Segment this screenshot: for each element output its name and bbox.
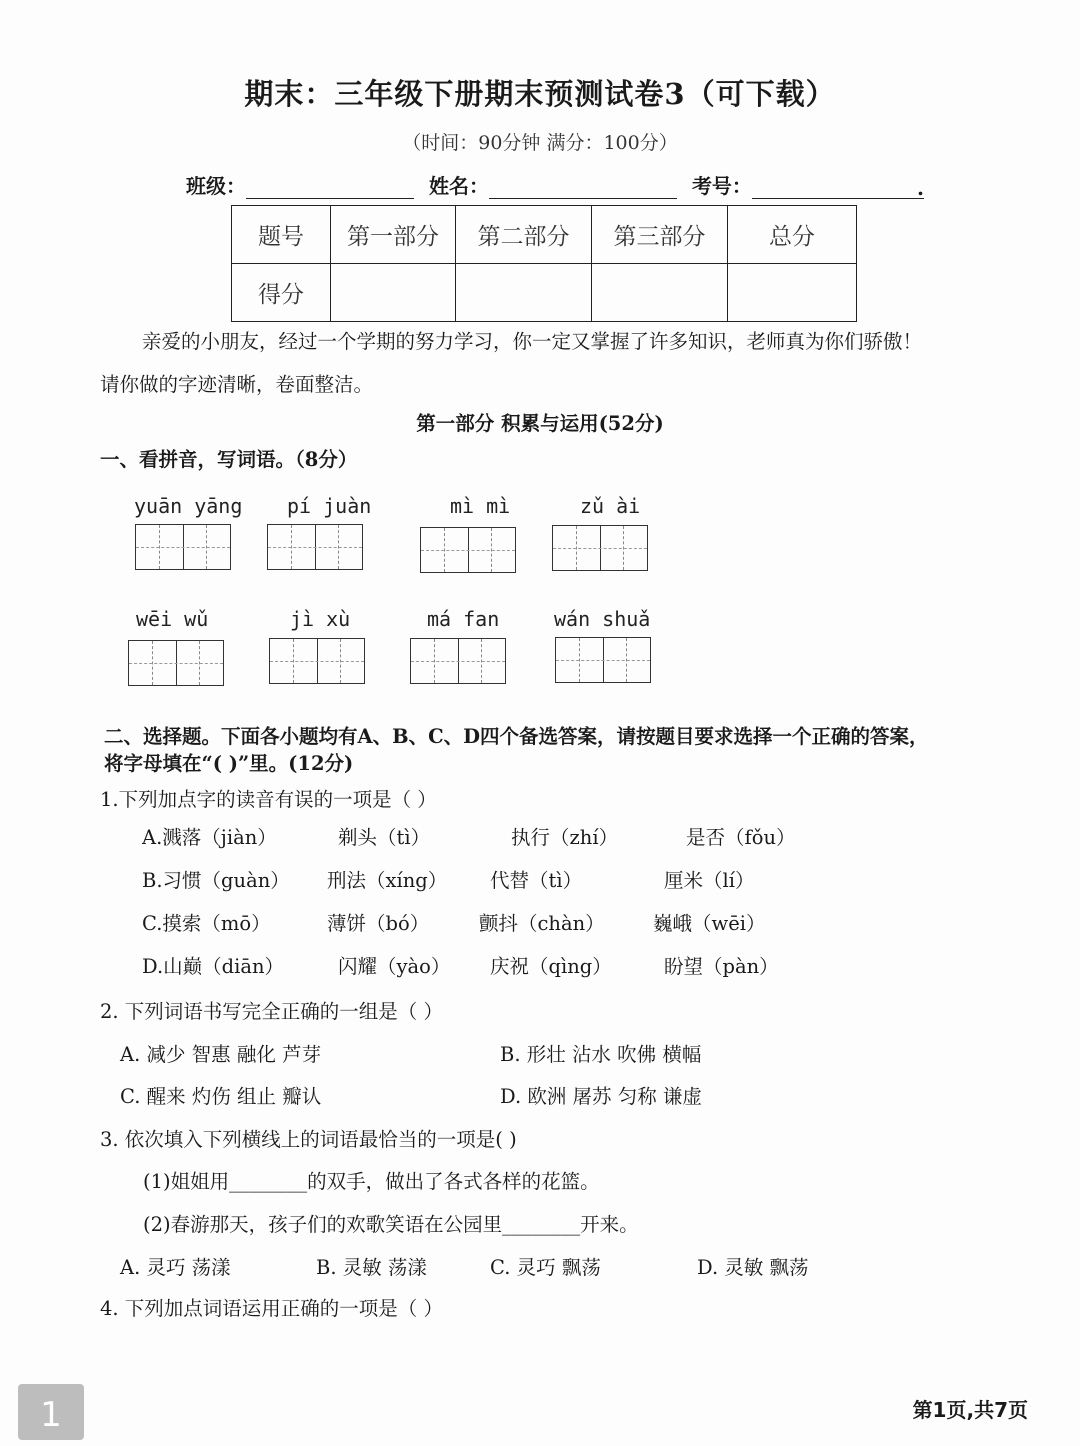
writing-grid[interactable]	[135, 524, 231, 570]
table-header-cell: 第二部分	[456, 206, 592, 264]
q1-option: 剃头（tì）	[338, 826, 431, 849]
q1-option: 巍峨（wēi）	[653, 912, 766, 935]
q1-option: 执行（zhí）	[511, 826, 619, 849]
q3-stem: 3. 依次填入下列横线上的词语最恰当的一项是( )	[100, 1128, 517, 1151]
score-row-label: 得分	[232, 264, 331, 322]
writing-grid[interactable]	[552, 525, 648, 571]
pinyin-label: mì mì	[450, 494, 511, 518]
page-number-badge[interactable]: 1	[18, 1384, 84, 1440]
q3-option-c: C. 灵巧 飘荡	[490, 1256, 601, 1279]
writing-grid[interactable]	[410, 638, 506, 684]
part1-title: 第一部分 积累与运用(52分)	[416, 412, 664, 435]
exam-no-blank: .	[752, 176, 924, 199]
intro-line-2: 请你做的字迹清晰，卷面整洁。	[100, 373, 374, 396]
q1-option: 薄饼（bó）	[327, 912, 430, 935]
score-cell-part3	[592, 264, 728, 322]
q1-option: 闪耀（yào）	[338, 955, 451, 978]
name-label: 姓名：	[428, 174, 489, 198]
score-table	[231, 205, 857, 322]
score-cell-part2	[456, 264, 592, 322]
q2-option-d: D. 欧洲 屠苏 匀称 谦虚	[500, 1085, 702, 1108]
name-blank	[489, 176, 677, 199]
exam-title: 期末：三年级下册期末预测试卷3（可下载）	[244, 77, 836, 111]
score-cell-total	[728, 264, 857, 322]
q1-option: C.摸索（mō）	[142, 912, 271, 935]
score-table-header-row	[232, 206, 857, 264]
q3-option-a: A. 灵巧 荡漾	[120, 1256, 231, 1279]
q1-option: 刑法（xíng）	[327, 869, 448, 892]
intro-line-1: 亲爱的小朋友，经过一个学期的努力学习，你一定又掌握了许多知识，老师真为你们骄傲！	[142, 330, 923, 353]
table-header-cell: 题号	[232, 206, 331, 264]
section1-title: 一、看拼音，写词语。（8分）	[100, 448, 358, 471]
section2-title-line2: 将字母填在“( )”里。(12分)	[104, 752, 354, 775]
q2-option-a: A. 减少 智惠 融化 芦芽	[120, 1043, 322, 1066]
page-indicator: 第1页,共7页	[912, 1398, 1028, 1422]
score-cell-part1	[331, 264, 456, 322]
q2-stem: 2. 下列词语书写完全正确的一组是（ ）	[100, 1000, 444, 1023]
table-header-cell: 第三部分	[592, 206, 728, 264]
q1-option: 盼望（pàn）	[664, 955, 779, 978]
pinyin-label: wán shuǎ	[554, 607, 651, 631]
pinyin-label: wēi wǔ	[136, 607, 209, 631]
table-header-cell: 总分	[728, 206, 857, 264]
pinyin-label: má fan	[427, 607, 500, 631]
q1-option: A.溅落（jiàn）	[142, 826, 277, 849]
q1-option: 是否（fǒu）	[686, 826, 796, 849]
q4-stem: 4. 下列加点词语运用正确的一项是（ ）	[100, 1297, 444, 1320]
exam-subtitle: （时间：90分钟 满分：100分）	[402, 132, 678, 154]
q3-sentence-1: (1)姐姐用________的双手，做出了各式各样的花篮。	[143, 1170, 600, 1193]
table-header-cell: 第一部分	[331, 206, 456, 264]
writing-grid[interactable]	[128, 640, 224, 686]
q3-option-b: B. 灵敏 荡漾	[316, 1256, 427, 1279]
pinyin-label: pí juàn	[287, 494, 372, 518]
class-label: 班级：	[186, 174, 246, 198]
section2-title-line1: 二、选择题。下面各小题均有A、B、C、D四个备选答案，请按题目要求选择一个正确的答案，	[104, 725, 929, 748]
q3-sentence-2: (2)春游那天，孩子们的欢歌笑语在公园里________开来。	[143, 1213, 639, 1236]
pinyin-label: zǔ ài	[580, 494, 641, 518]
exam-no-label: 考号：	[691, 174, 752, 198]
writing-grid[interactable]	[267, 524, 363, 570]
q1-stem: 1.下列加点字的读音有误的一项是（ ）	[100, 788, 437, 811]
q1-option: 颤抖（chàn）	[479, 912, 605, 935]
q1-option: 代替（tì）	[490, 869, 583, 892]
q2-option-b: B. 形壮 沾水 吹佛 横幅	[500, 1043, 702, 1066]
q1-option: 厘米（lí）	[664, 869, 755, 892]
q3-option-d: D. 灵敏 飘荡	[697, 1256, 809, 1279]
pinyin-label: jì xù	[290, 607, 351, 631]
q1-option: B.习惯（guàn）	[142, 869, 290, 892]
student-info-row	[186, 170, 924, 199]
q1-option: D.山巅（diān）	[142, 955, 285, 978]
q2-option-c: C. 醒来 灼伤 组止 瓣认	[120, 1085, 322, 1108]
score-table-score-row	[232, 264, 857, 322]
class-blank	[246, 176, 414, 199]
writing-grid[interactable]	[269, 638, 365, 684]
writing-grid[interactable]	[555, 637, 651, 683]
pinyin-label: yuān yāng	[134, 494, 243, 518]
q1-option: 庆祝（qìng）	[490, 955, 612, 978]
writing-grid[interactable]	[420, 527, 516, 573]
